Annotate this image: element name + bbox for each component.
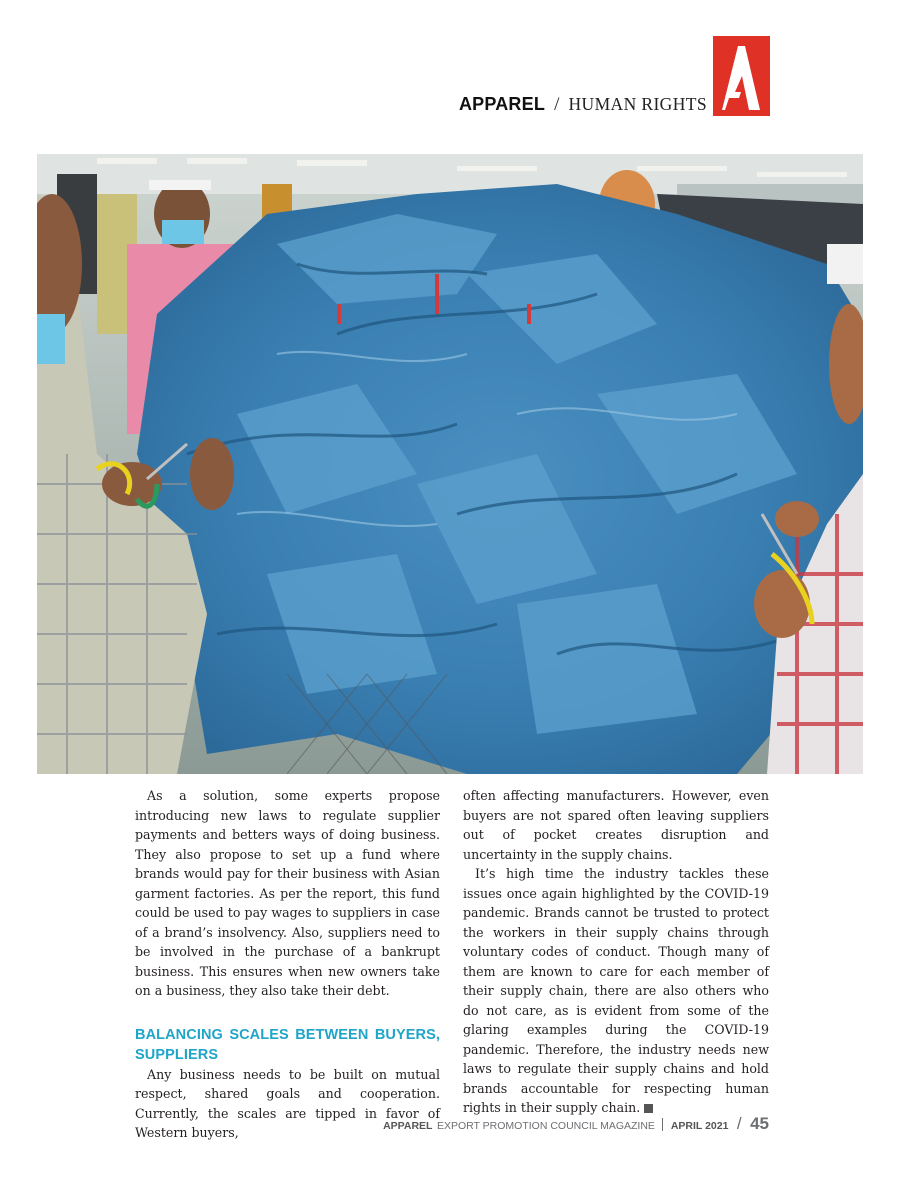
- footer-brand: APPAREL: [383, 1120, 433, 1132]
- article-subheading: BALANCING SCALES BETWEEN BUYERS, SUPPLIERS: [135, 1026, 440, 1063]
- article-column-left: [135, 786, 440, 1143]
- footer-date: APRIL 2021: [670, 1120, 729, 1132]
- body-paragraph: As a solution, some experts propose introducing new laws to regulate supplier payments and betters ways of doing business. They also propose to set up a fund where brands would pay for their business with Asian garment factories. As per the report, this fund could be used to pay wages to suppliers in case of a brand’s insolvency. Also, suppliers need to be involved in the purchase of a bankrupt business. This ensures when new owners take on a business, they also take their debt.: [135, 788, 440, 998]
- section-label: APPAREL: [458, 94, 546, 114]
- end-of-article-square-icon: [644, 1104, 653, 1113]
- footer-publication: EXPORT PROMOTION COUNCIL MAGAZINE: [436, 1120, 655, 1132]
- article-photo: [37, 154, 863, 774]
- page-footer: [380, 1114, 769, 1134]
- article-column-right: [463, 786, 769, 1118]
- apparel-a-logo-icon: [713, 36, 770, 116]
- body-paragraph-final: [463, 864, 769, 1118]
- footer-slash: /: [736, 1114, 742, 1133]
- topic-label: HUMAN RIGHTS: [568, 94, 707, 114]
- header-separator: /: [554, 94, 560, 115]
- garment-factory-denim-photo-icon: [37, 154, 863, 774]
- footer-divider: [662, 1118, 663, 1131]
- body-paragraph: often affecting manufacturers. However, even buyers are not spared often leaving suppliers out of pocket creates disruption and uncertainty in the supply chains.: [463, 788, 769, 862]
- body-paragraph: Any business needs to be built on mutual respect, shared goals and cooperation. Currently, the scales are tipped in favor of Western buyers,: [135, 1066, 440, 1140]
- body-paragraph-text: It’s high time the industry tackles these issues once again highlighted by the COVID-19 pandemic. Brands cannot be trusted to protect the workers in their supply chains through voluntary codes of conduct. Though many of them are known to care for each member of their supply chain, there are also others who do not care, as is evident from some of the glaring examples during the COVID-19 pandemic. Therefore, the industry needs new laws to regulate their supply chains and hold brands accountable for respecting human rights in their supply chain.: [463, 866, 769, 1115]
- section-header: [440, 94, 707, 120]
- apparel-logo: [713, 36, 770, 116]
- page-number: 45: [750, 1114, 769, 1133]
